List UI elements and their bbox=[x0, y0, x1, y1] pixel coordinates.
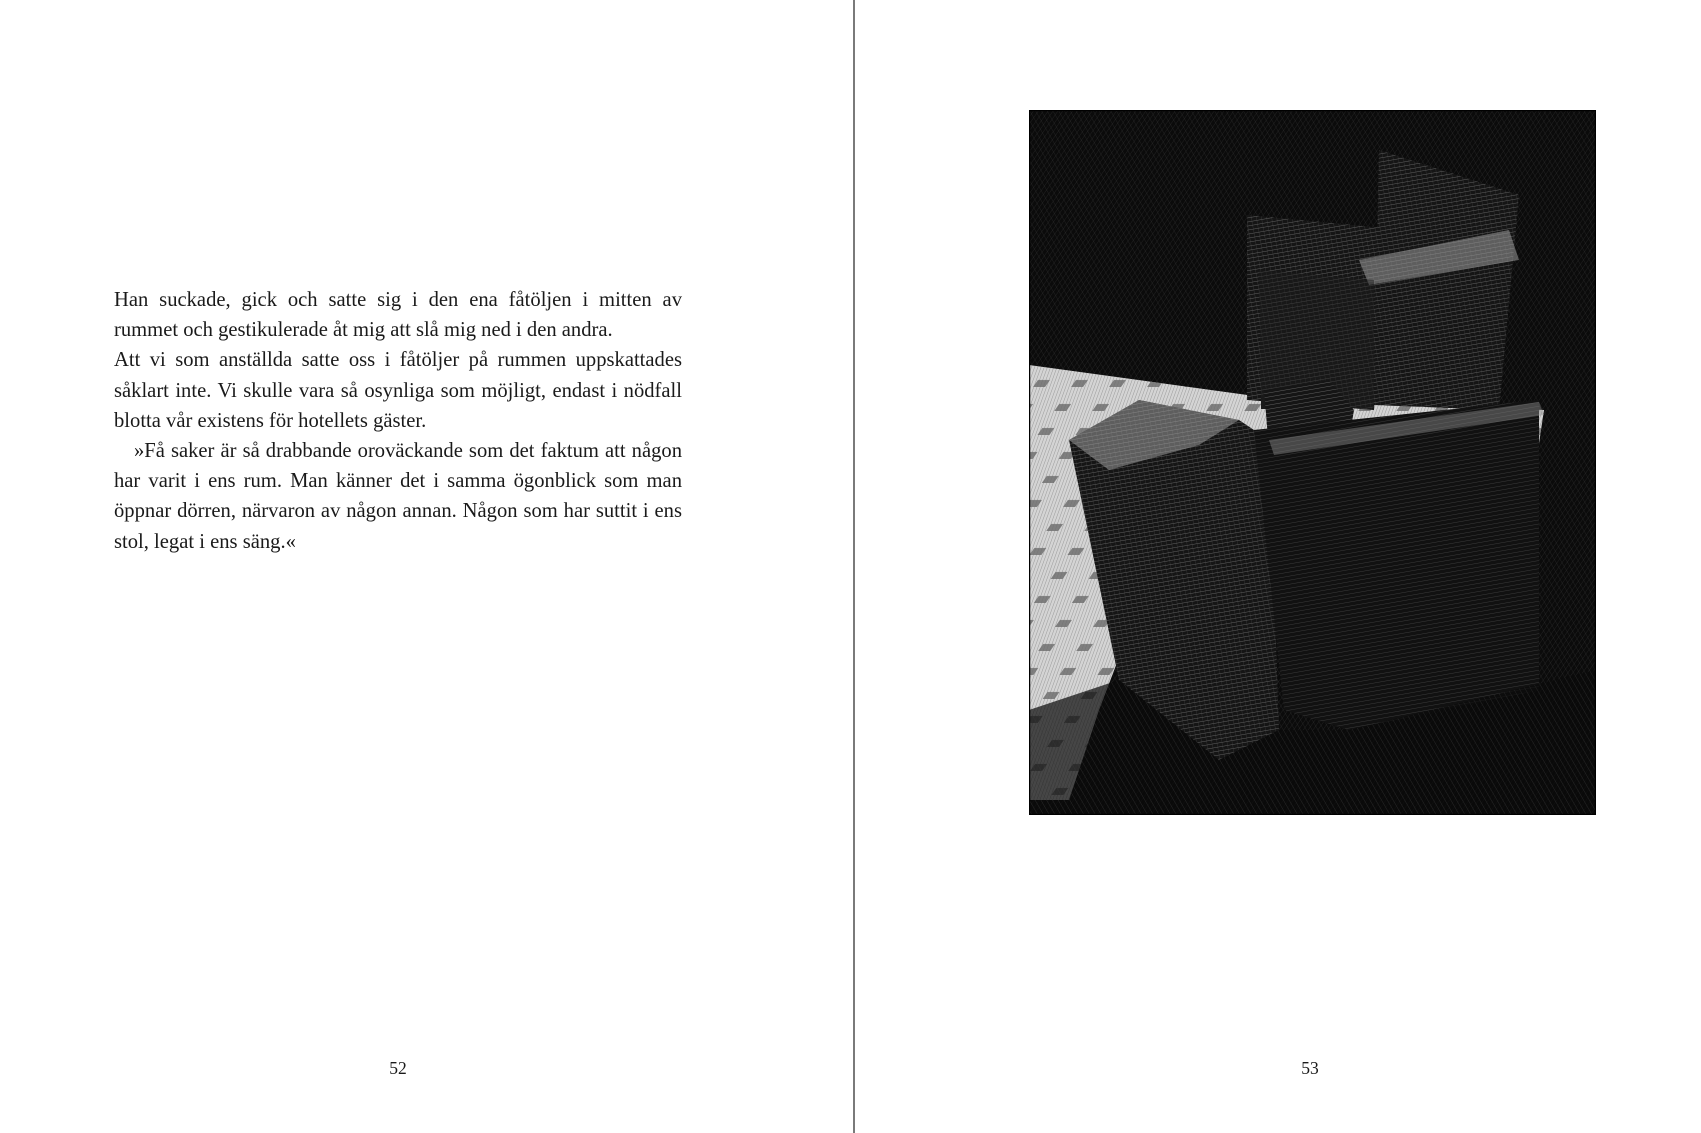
right-page bbox=[855, 0, 1701, 1133]
armchairs-etching-illustration bbox=[1029, 110, 1596, 815]
etching-svg bbox=[1029, 110, 1596, 815]
paragraph: »Få saker är så drabbande oroväckande som det faktum att någon har varit i ens rum. Man känner det i samma ögonblick som man öppnar dörren, närvaron av någon annan. Någon som har suttit i ens stol, legat i ens säng.« bbox=[114, 440, 682, 553]
body-text bbox=[114, 285, 682, 557]
paragraph: Han suckade, gick och satte sig i den ena fåtöljen i mitten av rummet och gestikulerade åt mig att slå mig ned i den andra. bbox=[114, 289, 682, 342]
page-number: 53 bbox=[1301, 1058, 1319, 1078]
paragraph: Att vi som anställda satte oss i fåtöljer på rummen uppskattades såklart inte. Vi skulle vara så osynliga som möjligt, endast i nödfall blotta vår existens för hotellets gäster. bbox=[114, 349, 682, 432]
page-number: 52 bbox=[389, 1058, 407, 1078]
